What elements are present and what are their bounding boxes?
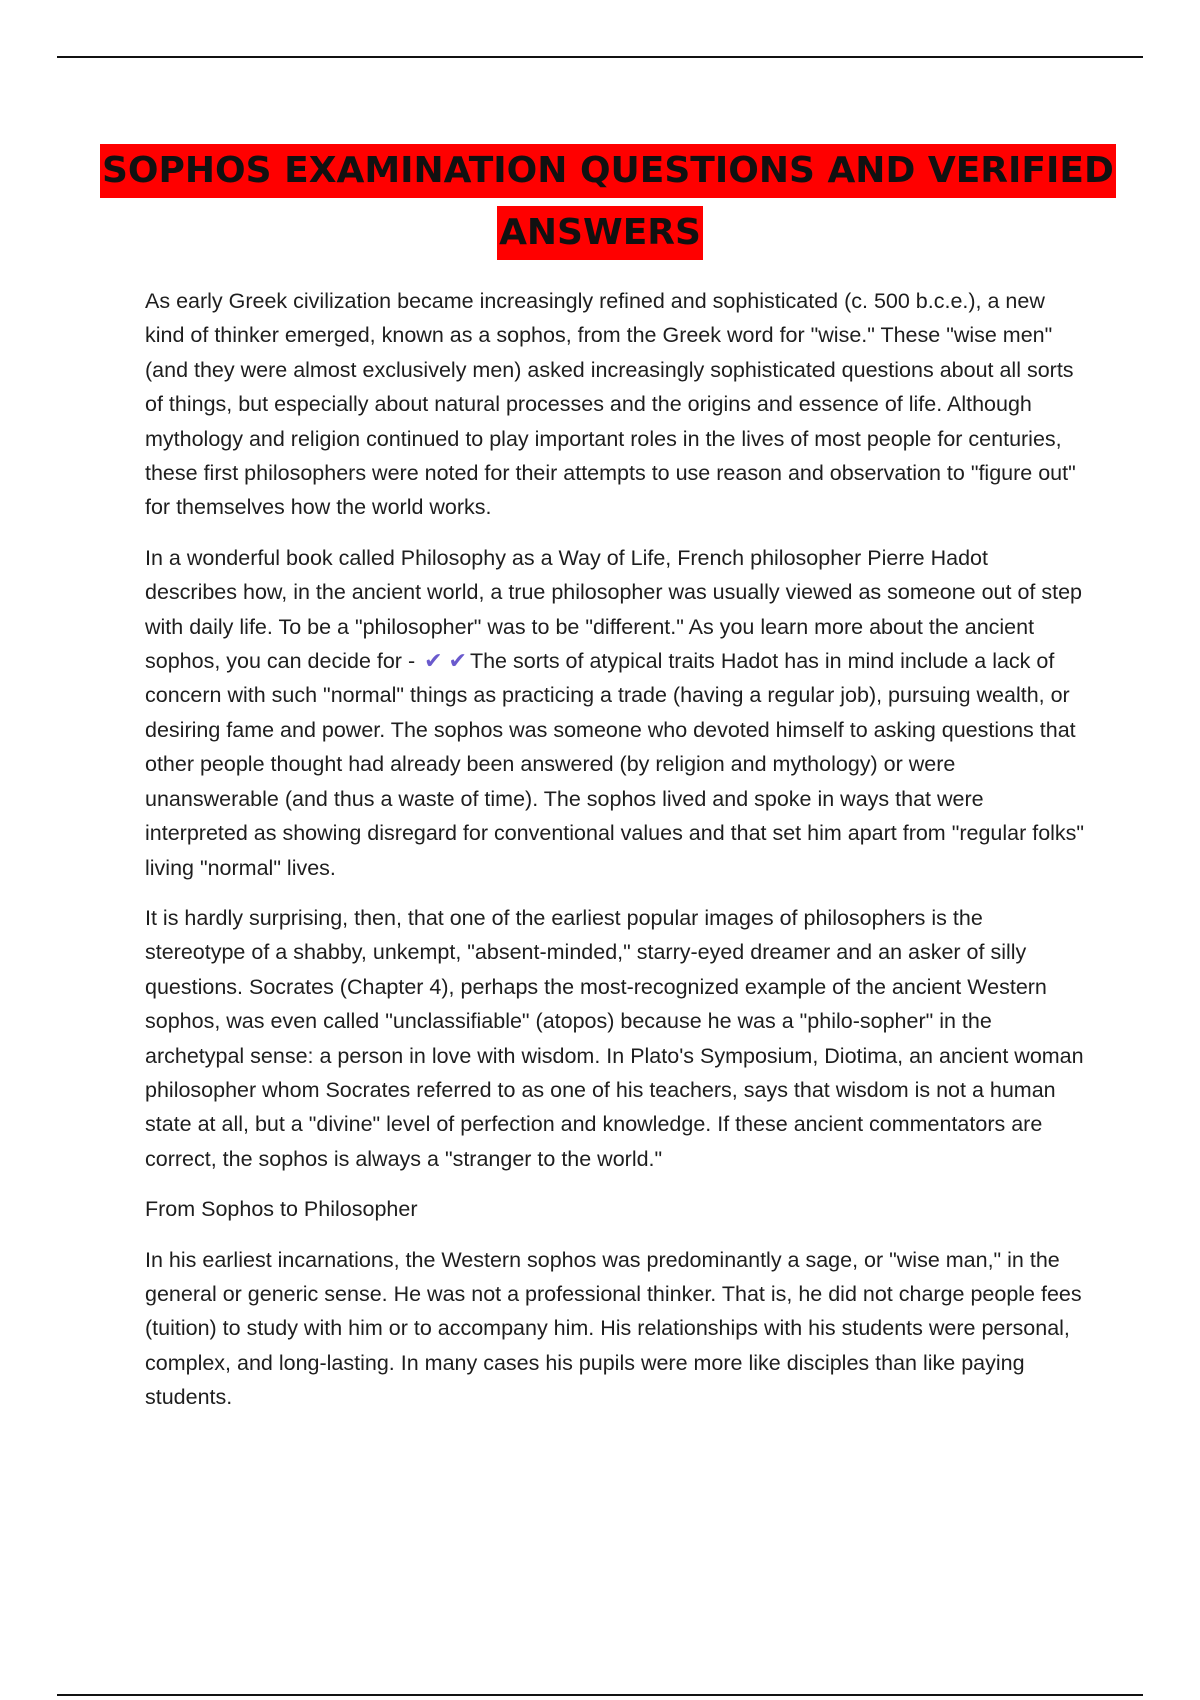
- check-icon: ✔: [448, 648, 467, 674]
- paragraph-1: As early Greek civilization became increasingly refined and sophisticated (c. 500 b.c.e.), a new kind of thinker emerged, known as a sophos, from the Greek word for "wise." These "wise men"(and they were almost exclusively men) asked increasingly sophisticated questions about all sorts of things, but especially about natural processes and the origins and essence of life. Although mythology and religion continued to play important roles in the lives of most people for centuries, these first philosophers were noted for their attempts to use reason and observation to "figure out" for themselves how the world works.: [145, 289, 1076, 520]
- title-line-2: ANSWERS: [497, 206, 703, 260]
- document-title: [100, 144, 1114, 268]
- bottom-rule: [57, 1694, 1143, 1696]
- check-icon: ✔: [424, 648, 443, 674]
- paragraph-2: [145, 541, 1085, 885]
- paragraph-2-after: The sorts of atypical traits Hadot has in mind include a lack of concern with such "normal" things as practicing a trade (having a regular job), pursuing wealth, or desiring fame and power. The sophos was someone who devoted himself to asking questions that other people thought had already been answered (by religion and mythology) or were unanswerable (and thus a waste of time). The sophos lived and spoke in ways that were interpreted as showing disregard for conventional values and that set him apart from "regular folks" living "normal" lives.: [145, 649, 1085, 880]
- paragraph-2-before: In a wonderful book called Philosophy as a Way of Life, French philosopher Pierre Hadot describes how, in the ancient world, a true philosopher was usually viewed as someone out of step with daily life. To be a "philosopher" was to be "different." As you learn more about the ancient sophos, you can decide for -: [145, 545, 1082, 674]
- top-rule: [57, 56, 1143, 58]
- section-heading: From Sophos to Philosopher: [145, 1197, 418, 1222]
- paragraph-4: In his earliest incarnations, the Western sophos was predominantly a sage, or "wise man," in the general or generic sense. He was not a professional thinker. That is, he did not charge people fees (tuition) to study with him or to accompany him. His relationships with his students were personal, complex, and long-lasting. In many cases his pupils were more like disciples than like paying students.: [145, 1247, 1082, 1410]
- title-line-1: SOPHOS EXAMINATION QUESTIONS AND VERIFIED: [100, 144, 1116, 198]
- paragraph-3: It is hardly surprising, then, that one of the earliest popular images of philosophers is the stereotype of a shabby, unkempt, "absent-minded," starry-eyed dreamer and an asker of silly questions. Socrates (Chapter 4), perhaps the most-recognized example of the ancient Western sophos, was even called "unclassifiable" (atopos) because he was a "philo-sopher" in the archetypal sense: a person in love with wisdom. In Plato's Symposium, Diotima, an ancient woman philosopher whom Socrates referred to as one of his teachers, says that wisdom is not a human state at all, but a "divine" level of perfection and knowledge. If these ancient commentators are correct, the sophos is always a "stranger to the world.": [145, 905, 1084, 1171]
- document-body: [145, 284, 1085, 1431]
